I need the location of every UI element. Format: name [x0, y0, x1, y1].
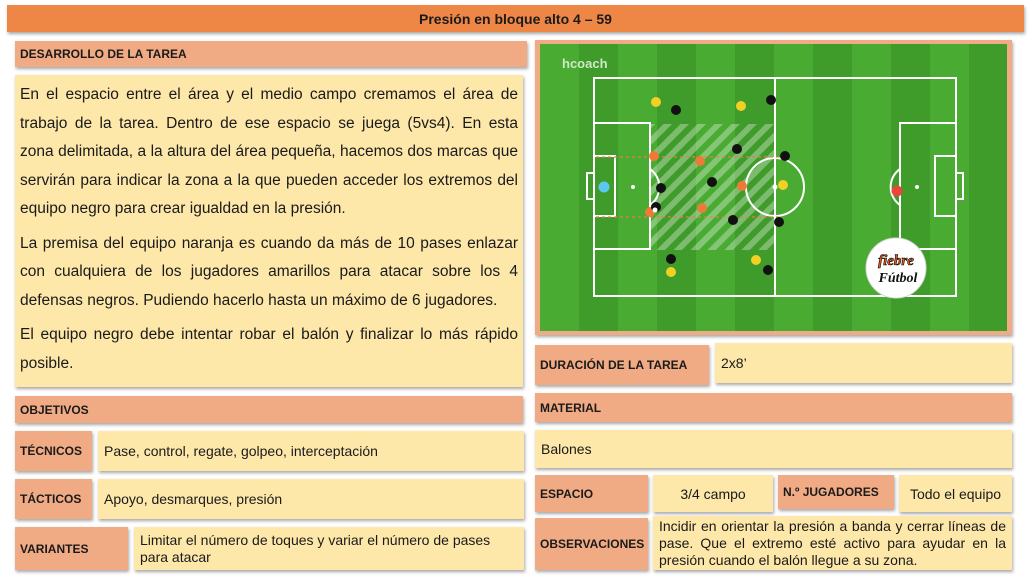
tecnicos-label: TÉCNICOS: [15, 431, 92, 471]
desarrollo-header: DESARROLLO DE LA TAREA: [15, 41, 527, 67]
espacio-label: ESPACIO: [535, 475, 648, 512]
tacticos-value: Apoyo, desmarques, presión: [98, 479, 524, 519]
page-title: Presión en bloque alto 4 – 59: [7, 5, 1024, 32]
logo-text-1: fiebre: [878, 253, 914, 269]
material-value: Balones: [535, 430, 1012, 468]
desarrollo-paragraph-3: El equipo negro debe intentar robar el balón y finalizar lo más rápido posible.: [20, 326, 518, 372]
keeper-blue: [599, 182, 610, 193]
material-header: MATERIAL: [535, 393, 1012, 422]
observaciones-label: OBSERVACIONES: [535, 518, 648, 570]
keeper-red: [892, 186, 903, 197]
ball: [653, 208, 658, 213]
desarrollo-paragraph-2: La premisa del equipo naranja es cuando da más de 10 pases enlazar con cualquiera de los jugadores amarillos para atacar sobre los 4 defensas negros. Pudiendo hacerlo hasta un máximo de 6 jugadores.: [20, 234, 518, 309]
espacio-value: 3/4 campo: [653, 475, 773, 512]
desarrollo-text: [15, 75, 523, 387]
logo-text-2: Fútbol: [878, 271, 918, 286]
objetivos-header: OBJETIVOS: [15, 396, 523, 423]
duracion-value: 2x8’: [715, 343, 1012, 383]
pitch-diagram: [535, 40, 1012, 335]
variantes-value: Limitar el número de toques y variar el número de pases para atacar: [134, 527, 524, 570]
tecnicos-value: Pase, control, regate, golpeo, interceptación: [98, 431, 524, 471]
desarrollo-paragraph-1: En el espacio entre el área y el medio campo cremamos el área de trabajo de la tarea. Dentro de ese espacio se juega (5vs4). En esta zona delimitada, a la altura del área pequeña, hacemos dos marcas que servirán para indicar la zona a la que pueden acceder los extremos del equipo negro para crear igualdad en la presión.: [20, 86, 518, 217]
variantes-label: VARIANTES: [15, 527, 128, 570]
fiebre-futbol-logo: [866, 238, 926, 298]
observaciones-value: Incidir en orientar la presión a banda y cerrar líneas de pase. Que el extremo esté activo para ayudar en la presión cuando el balón llegue a su zona.: [653, 516, 1012, 570]
duracion-label: DURACIÓN DE LA TAREA: [535, 345, 709, 385]
jugadores-value: Todo el equipo: [899, 475, 1012, 512]
pitch-svg: [540, 44, 1007, 331]
watermark: hcoach: [562, 56, 608, 71]
jugadores-label: N.º JUGADORES: [778, 475, 894, 509]
tacticos-label: TÁCTICOS: [15, 479, 92, 519]
work-zone: [651, 124, 775, 250]
